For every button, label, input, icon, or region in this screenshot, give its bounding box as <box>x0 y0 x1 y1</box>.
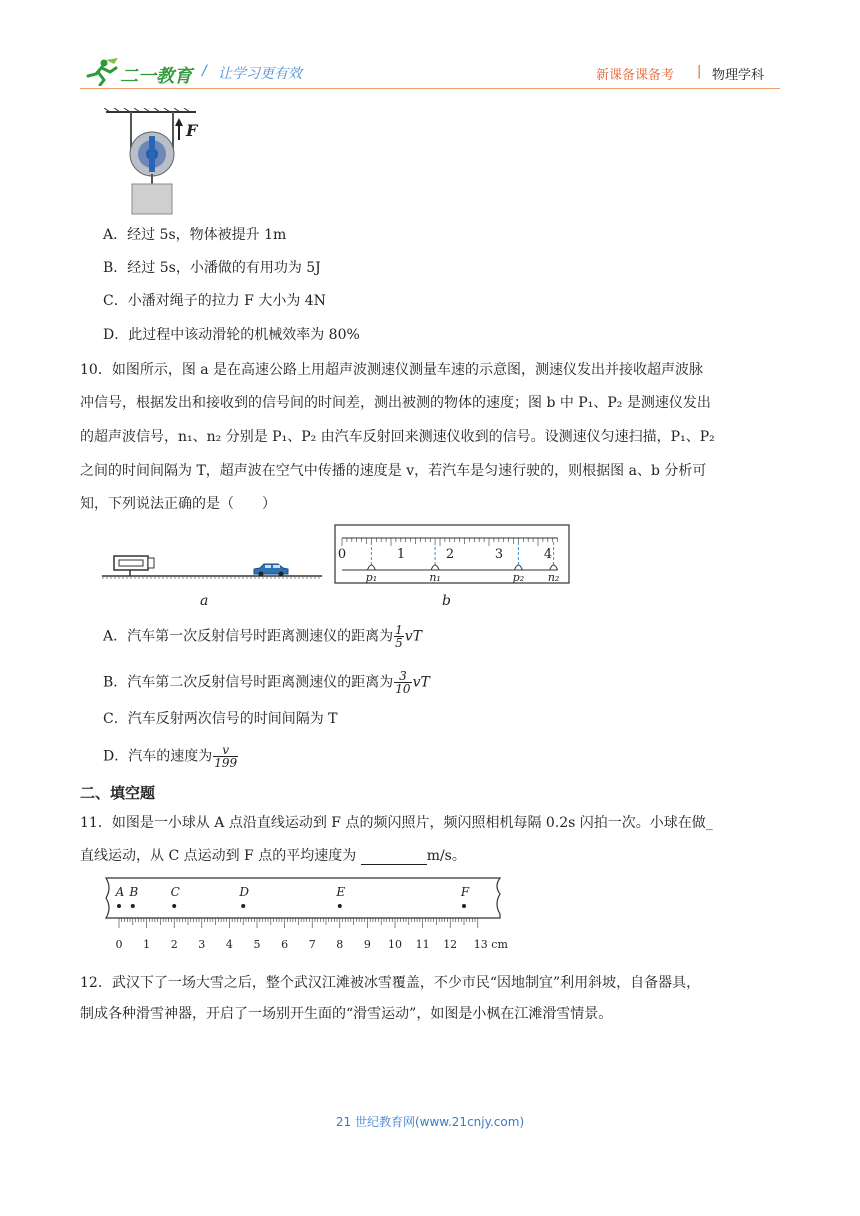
q10-option-d-num: v <box>213 744 238 757</box>
q10-stem-line-4: 之间的时间间隔为 T，超声波在空气中传播的速度是 v，若汽车是匀速行驶的，则根据图 a、b 分析可 <box>80 463 707 479</box>
slogan: 让学习更有效 <box>218 66 302 82</box>
section-title: 二、填空题 <box>80 784 156 802</box>
pulley-figure <box>100 108 210 218</box>
q10-option-b <box>103 670 430 695</box>
q12-line-1: 12．武汉下了一场大雪之后，整个武汉江滩被冰雪覆盖，不少市民“因地制宜”利用斜坡，自备器具， <box>80 975 701 991</box>
q10-option-a <box>103 624 422 649</box>
q10-option-a-fraction <box>394 624 404 649</box>
q10-stem-line-3: 的超声波信号，n₁、n₂ 分别是 P₁、P₂ 由汽车反射回来测速仪收到的信号。设测速仪匀速扫描，P₁、P₂ <box>80 429 715 445</box>
q11-line-2 <box>80 847 466 865</box>
q10-figure-b <box>334 524 572 586</box>
slogan-separator: / <box>202 63 207 79</box>
q11-line-2-text: 直线运动，从 C 点运动到 F 点的平均速度为 <box>80 848 357 864</box>
ruler-number: 7 <box>308 938 316 951</box>
q10-figure-b-label: b <box>442 593 451 609</box>
header-separator: | <box>697 64 702 79</box>
pulse-label: p₁ <box>365 571 378 584</box>
q11-ruler-figure <box>100 874 520 954</box>
q12-line-2: 制成各种滑雪神器，开启了一场别开生面的“滑雪运动”，如图是小枫在江滩滑雪情景。 <box>80 1006 613 1022</box>
q11-answer-blank[interactable] <box>361 850 427 865</box>
scale-number: 1 <box>396 547 406 562</box>
q10-figure-a <box>100 548 330 588</box>
force-label: F <box>186 121 198 140</box>
ball-position-label: F <box>460 885 470 899</box>
pulse-label: p₂ <box>512 571 525 584</box>
q10-option-d-text: D．汽车的速度为 <box>103 748 213 765</box>
pulse-label: n₂ <box>547 571 560 584</box>
footer-source: 21 世纪教育网(www.21cnjy.com) <box>335 1115 525 1129</box>
ball-position-label: A <box>115 885 125 899</box>
q9-option-a: A．经过 5s，物体被提升 1m <box>103 227 287 243</box>
q10-stem-line-1: 10．如图所示，图 a 是在高速公路上用超声波测速仪测量车速的示意图，测速仪发出并接收超声波脉 <box>80 362 704 378</box>
ruler-number: 13 cm <box>473 938 508 951</box>
ruler-number: 1 <box>143 938 151 951</box>
ruler-number: 0 <box>115 938 123 951</box>
ball-position-label: C <box>170 885 180 899</box>
scale-number: 3 <box>494 547 504 562</box>
q9-option-d: D．此过程中该动滑轮的机械效率为 80% <box>103 327 360 343</box>
ball-position-dot <box>462 904 466 908</box>
q10-option-d-fraction <box>213 744 238 769</box>
ruler-number: 3 <box>198 938 206 951</box>
q10-option-d <box>103 744 239 769</box>
q10-option-b-num: 3 <box>394 670 411 683</box>
q10-option-b-text: B．汽车第二次反射信号时距离测速仪的距离为 <box>103 674 394 691</box>
header <box>0 0 860 90</box>
ball-position-label: B <box>129 885 139 899</box>
q10-option-a-text: A．汽车第一次反射信号时距离测速仪的距离为 <box>103 628 394 645</box>
ruler-number: 9 <box>363 938 371 951</box>
ball-position-dot <box>241 904 245 908</box>
logo-runner-icon <box>84 58 120 86</box>
q10-option-a-den: 5 <box>395 636 403 650</box>
q10-option-d-den: 199 <box>214 756 238 770</box>
logo-text: 二一教育 <box>120 66 192 87</box>
header-course-label: 新课备课备考 <box>596 68 675 83</box>
ball-position-dot <box>172 904 176 908</box>
q10-stem-line-5: 知，下列说法正确的是（ ） <box>80 496 276 512</box>
pulse-label: n₁ <box>429 571 441 584</box>
q11-line-2-unit: m/s。 <box>426 848 466 864</box>
scale-number: 4 <box>543 547 553 562</box>
header-divider <box>80 88 780 89</box>
scale-number: 0 <box>337 547 347 562</box>
ball-position-dot <box>131 904 135 908</box>
header-subject: 物理学科 <box>712 68 765 83</box>
q10-figure-a-label: a <box>200 593 209 609</box>
ruler-number: 4 <box>225 938 233 951</box>
q9-option-b: B．经过 5s，小潘做的有用功为 5J <box>103 260 321 276</box>
q10-option-a-tail: vT <box>404 628 422 645</box>
ruler-number: 11 <box>415 938 430 951</box>
q10-option-c: C．汽车反射两次信号的时间间隔为 T <box>103 711 338 727</box>
ruler-number: 2 <box>170 938 178 951</box>
ruler-number: 12 <box>443 938 458 951</box>
q9-option-c: C．小潘对绳子的拉力 F 大小为 4N <box>103 293 326 309</box>
ball-position-label: D <box>239 885 250 899</box>
q10-stem-line-2: 冲信号，根据发出和接收到的信号间的时间差，测出被测的物体的速度；图 b 中 P₁、P₂ 是测速仪发出 <box>80 395 711 411</box>
scale-number: 2 <box>445 547 455 562</box>
car-icon <box>254 564 288 577</box>
ruler-body <box>106 878 500 918</box>
ruler-number: 8 <box>336 938 344 951</box>
q10-option-b-den: 10 <box>395 682 411 696</box>
ball-position-dot <box>338 904 342 908</box>
ball-position-label: E <box>336 885 346 899</box>
q10-option-b-tail: vT <box>412 674 430 691</box>
ruler-number: 6 <box>281 938 289 951</box>
q10-option-a-num: 1 <box>395 623 403 637</box>
ball-position-dot <box>117 904 121 908</box>
q10-option-b-fraction <box>394 670 411 695</box>
ruler-number: 5 <box>253 938 261 951</box>
q11-line-1: 11．如图是一小球从 A 点沿直线运动到 F 点的频闪照片，频闪照相机每隔 0.2s 闪拍一次。小球在做_ <box>80 815 713 831</box>
ruler-number: 10 <box>388 938 402 951</box>
